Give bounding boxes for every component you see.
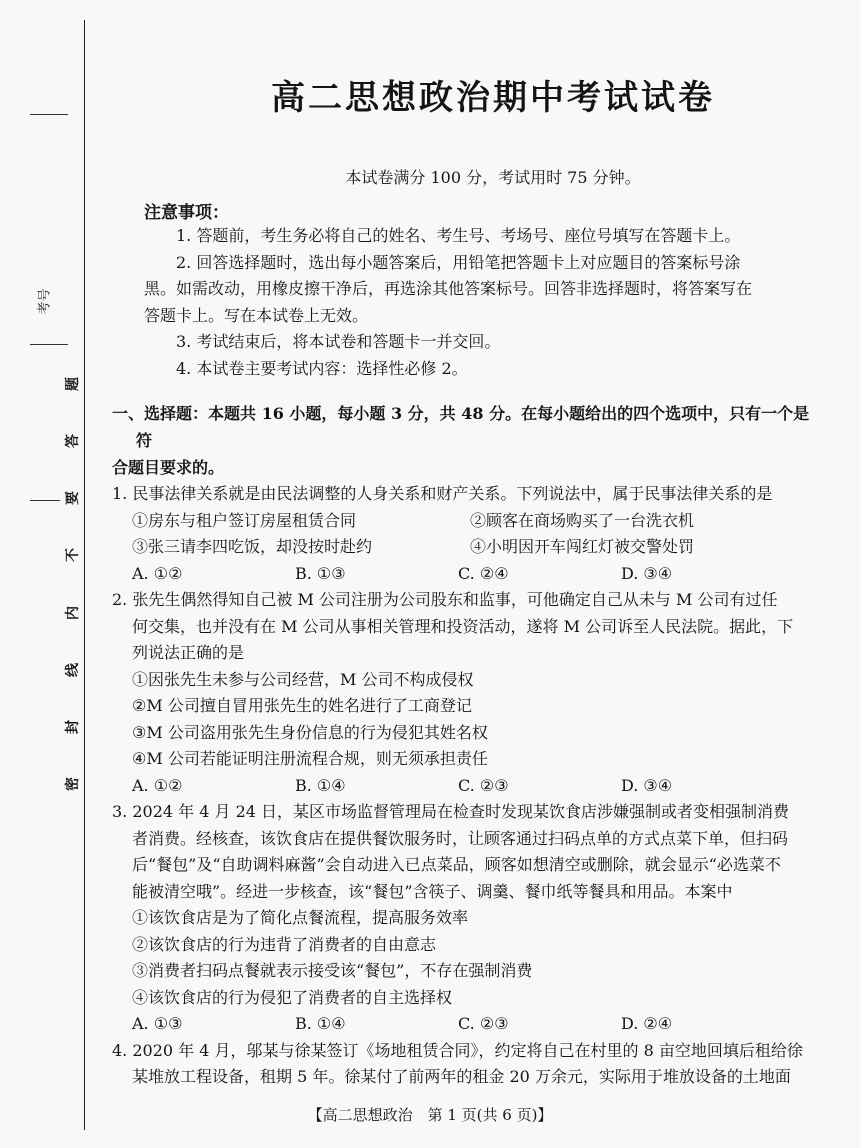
question-stem: 列说法正确的是 [132,643,245,662]
statement: ②M 公司擅自冒用张先生的姓名进行了工商登记 [132,696,472,715]
choice-a[interactable]: A. ①② [132,775,183,795]
seal-char: 线 [65,662,81,677]
statement: ②该饮食店的行为违背了消费者的自由意志 [132,934,437,954]
answer-choices [112,561,824,588]
statement: ①因张先生未参与公司经营，M 公司不构成侵权 [132,669,474,689]
page-footer: 【高二思想政治 第 1 页(共 6 页)】 [307,1106,553,1124]
answer-choices [112,773,824,800]
note-2: 2. 回答选择题时，选出每小题答案后，用铅笔把答题卡上对应题目的答案标号涂 [176,252,741,272]
choice-b[interactable]: B. ①④ [295,1014,346,1033]
note-2-cont: 黑。如需改动，用橡皮擦干净后，再选涂其他答案标号。回答非选择题时，将答案写在 [144,279,753,298]
seal-char: 答 [65,434,81,449]
statement: ②顾客在商场购买了一台洗衣机 [470,510,695,530]
question-2 [112,587,824,799]
question-3 [112,799,824,1038]
question-stem: 何交集，也并没有在 M 公司从事相关管理和投资活动，遂将 M 公司诉至人民法院。据此，下 [132,616,794,636]
seal-char: 要 [65,491,81,506]
note-3: 3. 考试结束后，将本试卷和答题卡一并交回。 [176,332,501,351]
statement: ①该饮食店是为了简化点餐流程，提高服务效率 [132,908,469,927]
choice-d[interactable]: D. ③④ [621,775,673,795]
seal-char: 内 [65,605,81,620]
choice-b[interactable]: B. ①④ [295,775,346,795]
binding-margin [0,0,88,1148]
note-4: 4. 本试卷主要考试内容：选择性必修 2。 [176,358,468,378]
question-stem: 能被清空哦”。经进一步核查，该“餐包”含筷子、调羹、餐巾纸等餐具和用品。本案中 [132,881,733,901]
choice-d[interactable]: D. ②④ [621,1014,673,1033]
seal-char: 密 [65,776,81,791]
section-heading [112,400,824,481]
seal-notice [60,374,84,794]
exam-page [112,70,824,1091]
exam-info: 本试卷满分 100 分，考试用时 75 分钟。 [345,168,641,187]
class-blank-line [30,500,60,501]
seal-char: 题 [65,377,81,391]
choice-b[interactable]: B. ①③ [295,563,346,583]
seal-char: 封 [65,719,81,734]
seal-char: 不 [65,548,81,563]
notes-title: 注意事项： [144,203,229,223]
question-stem: 2. 张先生偶然得知自己被 M 公司注册为公司股东和监事，可他确定自己从未与 M 公司有过任 [112,590,778,609]
question-stem: 4. 2020 年 4 月，邬某与徐某签订《场地租赁合同》，约定将自己在村里的 8 亩空地回填后租给徐 [112,1040,803,1060]
kaohao-blank-line [30,344,68,345]
question-1 [112,481,824,587]
choice-c[interactable]: C. ②④ [458,563,509,583]
statement: ①房东与租户签订房屋租赁合同 [132,510,357,530]
question-stem: 1. 民事法律关系就是由民法调整的人身关系和财产关系。下列说法中，属于民事法律关系的是 [112,484,773,503]
note-1: 1. 答题前，考生务必将自己的姓名、考生号、考场号、座位号填写在答题卡上。 [176,226,741,245]
note-2-end: 答题卡上。写在本试卷上无效。 [144,305,369,325]
answer-choices [112,1011,824,1038]
choice-a[interactable]: A. ①② [132,563,183,583]
choice-c[interactable]: C. ②③ [458,1014,509,1033]
choice-d[interactable]: D. ③④ [621,563,673,583]
section-line: 一、选择题：本题共 16 小题，每小题 3 分，共 48 分。在每小题给出的四个选项中，只有一个是符 [112,404,810,450]
question-stem: 者消费。经核查，该饮食店在提供餐饮服务时，让顾客通过扫码点单的方式点菜下单，但扫码 [132,828,789,848]
statement: ③张三请李四吃饭，却没按时赴约 [132,537,373,556]
statement: ③消费者扫码点餐就表示接受该“餐包”，不存在强制消费 [132,961,533,980]
question-stem: 后“餐包”及“自助调料麻酱”会自动进入已点菜品，顾客如想清空或删除，就会显示“必选菜不 [132,855,781,874]
page-title: 高二思想政治期中考试试卷 [271,78,715,118]
binding-line [84,20,85,1130]
question-stem: 某堆放工程设备，租期 5 年。徐某付了前两年的租金 20 万余元，实际用于堆放设备的土地面 [132,1067,791,1086]
statement: ④M 公司若能证明注册流程合规，则无须承担责任 [132,749,488,768]
question-stem: 3. 2024 年 4 月 24 日，某区市场监督管理局在检查时发现某饮食店涉嫌强制或者变相强制消费 [112,802,790,821]
choice-c[interactable]: C. ②③ [458,775,509,795]
name-blank-line [30,114,68,115]
choice-a[interactable]: A. ①③ [132,1014,183,1033]
question-4 [112,1038,824,1091]
statement: ④该饮食店的行为侵犯了消费者的自主选择权 [132,987,453,1007]
kaohao-label: 考号 [37,288,53,315]
statement: ④小明因开车闯红灯被交警处罚 [470,537,695,556]
section-line: 合题目要求的。 [112,458,225,477]
statement: ③M 公司盗用张先生身份信息的行为侵犯其姓名权 [132,722,488,742]
